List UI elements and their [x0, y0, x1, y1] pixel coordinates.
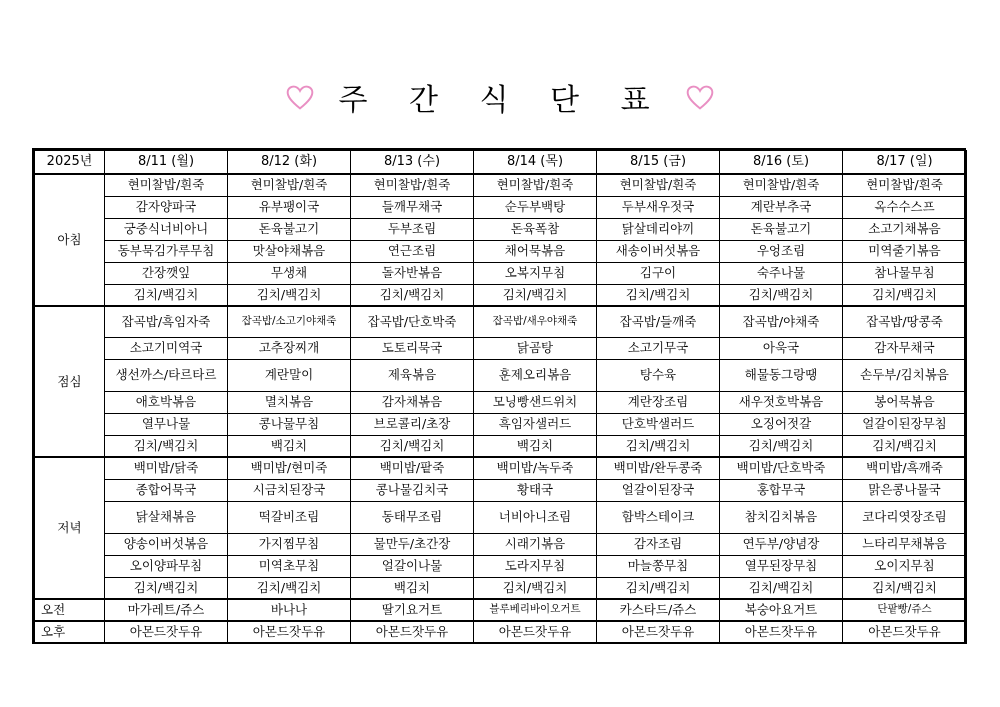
menu-item: 궁중식너비아니 [105, 218, 228, 240]
menu-item: 해물동그랑땡 [720, 359, 843, 391]
meal-label: 아침 [35, 174, 105, 306]
menu-item: 양송이버섯볶음 [105, 533, 228, 555]
menu-item: 시금치된장국 [228, 479, 351, 501]
menu-item: 김치/백김치 [105, 435, 228, 457]
weekly-menu-table [34, 150, 967, 644]
menu-row [35, 479, 967, 501]
menu-item: 백김치 [228, 435, 351, 457]
menu-item: 숙주나물 [720, 262, 843, 284]
menu-item: 연근조림 [351, 240, 474, 262]
menu-item: 생선까스/타르타르 [105, 359, 228, 391]
menu-item: 현미찰밥/흰죽 [351, 174, 474, 196]
menu-item: 김치/백김치 [597, 284, 720, 306]
menu-item: 제육볶음 [351, 359, 474, 391]
menu-item: 옥수수스프 [843, 196, 967, 218]
menu-row [35, 555, 967, 577]
menu-item: 김구이 [597, 262, 720, 284]
menu-item: 김치/백김치 [351, 435, 474, 457]
menu-item: 애호박볶음 [105, 391, 228, 413]
menu-row [35, 359, 967, 391]
menu-item: 간장깻잎 [105, 262, 228, 284]
menu-item: 현미찰밥/흰죽 [474, 174, 597, 196]
snack-item: 블루베리바이오거트 [474, 599, 597, 621]
menu-item: 김치/백김치 [597, 435, 720, 457]
menu-item: 참나물무침 [843, 262, 967, 284]
snack-label: 오후 [35, 621, 105, 643]
menu-item: 소고기채볶음 [843, 218, 967, 240]
menu-item: 들깨무채국 [351, 196, 474, 218]
menu-item: 도라지무침 [474, 555, 597, 577]
snack-item: 바나나 [228, 599, 351, 621]
menu-item: 백미밥/팥죽 [351, 457, 474, 479]
menu-item: 감자조림 [597, 533, 720, 555]
menu-item: 잡곡밥/들깨죽 [597, 306, 720, 337]
menu-item: 김치/백김치 [228, 284, 351, 306]
snack-item: 딸기요거트 [351, 599, 474, 621]
menu-item: 새우젓호박볶음 [720, 391, 843, 413]
menu-item: 김치/백김치 [843, 284, 967, 306]
menu-item: 떡갈비조림 [228, 501, 351, 533]
snack-label: 오전 [35, 599, 105, 621]
title-text [334, 75, 665, 119]
menu-item: 얼갈이된장국 [597, 479, 720, 501]
menu-item: 단호박샐러드 [597, 413, 720, 435]
menu-row [35, 262, 967, 284]
menu-row [35, 533, 967, 555]
menu-item: 김치/백김치 [597, 577, 720, 599]
snack-item: 아몬드잣두유 [474, 621, 597, 643]
menu-item: 브로콜리/초장 [351, 413, 474, 435]
menu-item: 종합어묵국 [105, 479, 228, 501]
day-header: 8/11 (월) [105, 151, 228, 175]
snack-item: 아몬드잣두유 [597, 621, 720, 643]
menu-item: 백미밥/현미죽 [228, 457, 351, 479]
menu-item: 계란부추국 [720, 196, 843, 218]
year-cell: 2025년 [35, 151, 105, 175]
menu-item: 백미밥/단호박죽 [720, 457, 843, 479]
menu-row [35, 240, 967, 262]
menu-item: 김치/백김치 [720, 435, 843, 457]
menu-item: 동태무조림 [351, 501, 474, 533]
header-row [35, 151, 967, 175]
menu-item: 참치김치볶음 [720, 501, 843, 533]
menu-item: 멸치볶음 [228, 391, 351, 413]
snack-item: 마가레트/쥬스 [105, 599, 228, 621]
menu-item: 돌자반볶음 [351, 262, 474, 284]
menu-item: 콩나물김치국 [351, 479, 474, 501]
menu-item: 김치/백김치 [351, 284, 474, 306]
snack-row [35, 599, 967, 621]
menu-item: 돈육폭참 [474, 218, 597, 240]
snack-item: 단팥빵/쥬스 [843, 599, 967, 621]
heart-icon [286, 83, 314, 111]
menu-item: 채어묵볶음 [474, 240, 597, 262]
menu-item: 김치/백김치 [474, 577, 597, 599]
menu-item: 닭곰탕 [474, 337, 597, 359]
menu-item: 아욱국 [720, 337, 843, 359]
menu-item: 미역줄기볶음 [843, 240, 967, 262]
menu-item: 유부팽이국 [228, 196, 351, 218]
menu-row [35, 413, 967, 435]
menu-item: 손두부/김치볶음 [843, 359, 967, 391]
menu-item: 오복지무침 [474, 262, 597, 284]
menu-item: 맑은콩나물국 [843, 479, 967, 501]
day-header: 8/12 (화) [228, 151, 351, 175]
menu-item: 백미밥/녹두죽 [474, 457, 597, 479]
menu-item: 코다리엿장조림 [843, 501, 967, 533]
menu-item: 김치/백김치 [228, 577, 351, 599]
menu-item: 감자채볶음 [351, 391, 474, 413]
menu-row [35, 306, 967, 337]
menu-item: 우엉조림 [720, 240, 843, 262]
menu-item: 김치/백김치 [105, 284, 228, 306]
menu-item: 황태국 [474, 479, 597, 501]
menu-item: 오이양파무침 [105, 555, 228, 577]
menu-item: 백김치 [351, 577, 474, 599]
day-header: 8/17 (일) [843, 151, 967, 175]
menu-item: 현미찰밥/흰죽 [597, 174, 720, 196]
menu-row [35, 435, 967, 457]
menu-item: 탕수육 [597, 359, 720, 391]
menu-item: 물만두/초간장 [351, 533, 474, 555]
meal-label: 점심 [35, 306, 105, 457]
menu-item: 잡곡밥/야채죽 [720, 306, 843, 337]
menu-row [35, 174, 967, 196]
menu-item: 가지찜무침 [228, 533, 351, 555]
menu-row [35, 391, 967, 413]
menu-item: 김치/백김치 [843, 435, 967, 457]
title-char: 단 [550, 83, 592, 118]
menu-item: 돈육불고기 [228, 218, 351, 240]
menu-item: 열무된장무침 [720, 555, 843, 577]
menu-item: 계란말이 [228, 359, 351, 391]
menu-item: 돈육불고기 [720, 218, 843, 240]
day-header: 8/16 (토) [720, 151, 843, 175]
menu-item: 미역초무침 [228, 555, 351, 577]
menu-item: 계란장조림 [597, 391, 720, 413]
page-title [0, 72, 1000, 122]
menu-row [35, 577, 967, 599]
meal-label: 저녁 [35, 457, 105, 599]
menu-item: 닭살채볶음 [105, 501, 228, 533]
menu-item: 훈제오리볶음 [474, 359, 597, 391]
snack-item: 아몬드잣두유 [105, 621, 228, 643]
menu-item: 백미밥/완두콩죽 [597, 457, 720, 479]
menu-item: 현미찰밥/흰죽 [105, 174, 228, 196]
menu-item: 얼갈이나물 [351, 555, 474, 577]
snack-item: 아몬드잣두유 [843, 621, 967, 643]
menu-item: 무생채 [228, 262, 351, 284]
menu-row [35, 284, 967, 306]
menu-item: 감자무채국 [843, 337, 967, 359]
title-char: 주 [338, 83, 380, 118]
menu-item: 너비아니조림 [474, 501, 597, 533]
title-char: 식 [479, 83, 521, 118]
menu-item: 현미찰밥/흰죽 [228, 174, 351, 196]
menu-row [35, 218, 967, 240]
menu-item: 소고기무국 [597, 337, 720, 359]
day-header: 8/13 (수) [351, 151, 474, 175]
snack-item: 아몬드잣두유 [351, 621, 474, 643]
title-char: 표 [620, 83, 662, 118]
menu-item: 김치/백김치 [720, 577, 843, 599]
menu-item: 김치/백김치 [720, 284, 843, 306]
snack-item: 카스타드/쥬스 [597, 599, 720, 621]
menu-item: 감자양파국 [105, 196, 228, 218]
menu-item: 현미찰밥/흰죽 [843, 174, 967, 196]
heart-icon [686, 83, 714, 111]
menu-item: 현미찰밥/흰죽 [720, 174, 843, 196]
snack-row [35, 621, 967, 643]
menu-item: 새송이버섯볶음 [597, 240, 720, 262]
menu-item: 흑임자샐러드 [474, 413, 597, 435]
menu-item: 오이지무침 [843, 555, 967, 577]
menu-item: 맛살야채볶음 [228, 240, 351, 262]
menu-item: 잡곡밥/소고기야채죽 [228, 306, 351, 337]
menu-item: 두부조림 [351, 218, 474, 240]
menu-item: 두부새우젓국 [597, 196, 720, 218]
menu-item: 연두부/양념장 [720, 533, 843, 555]
menu-item: 잡곡밥/새우야채죽 [474, 306, 597, 337]
menu-item: 동부묵김가루무침 [105, 240, 228, 262]
menu-row [35, 457, 967, 479]
menu-item: 백미밥/흑깨죽 [843, 457, 967, 479]
menu-item: 느타리무채볶음 [843, 533, 967, 555]
day-header: 8/14 (목) [474, 151, 597, 175]
day-header: 8/15 (금) [597, 151, 720, 175]
menu-item: 닭살데리야끼 [597, 218, 720, 240]
menu-item: 봉어묵볶음 [843, 391, 967, 413]
menu-item: 마늘쫑무침 [597, 555, 720, 577]
snack-item: 복숭아요거트 [720, 599, 843, 621]
menu-item: 홍합무국 [720, 479, 843, 501]
menu-item: 김치/백김치 [105, 577, 228, 599]
menu-item: 김치/백김치 [474, 284, 597, 306]
menu-item: 잡곡밥/단호박죽 [351, 306, 474, 337]
menu-item: 오징어젓갈 [720, 413, 843, 435]
menu-item: 모닝빵샌드위치 [474, 391, 597, 413]
menu-item: 소고기미역국 [105, 337, 228, 359]
menu-item: 순두부백탕 [474, 196, 597, 218]
menu-item: 도토리묵국 [351, 337, 474, 359]
menu-item: 콩나물무침 [228, 413, 351, 435]
snack-item: 아몬드잣두유 [228, 621, 351, 643]
menu-item: 고추장찌개 [228, 337, 351, 359]
menu-item: 함박스테이크 [597, 501, 720, 533]
menu-item: 열무나물 [105, 413, 228, 435]
menu-item: 얼갈이된장무침 [843, 413, 967, 435]
menu-item: 백미밥/닭죽 [105, 457, 228, 479]
menu-item: 김치/백김치 [843, 577, 967, 599]
menu-item: 잡곡밥/땅콩죽 [843, 306, 967, 337]
snack-item: 아몬드잣두유 [720, 621, 843, 643]
menu-row [35, 501, 967, 533]
menu-row [35, 196, 967, 218]
title-char: 간 [408, 83, 450, 118]
menu-item: 잡곡밥/흑임자죽 [105, 306, 228, 337]
menu-item: 시래기볶음 [474, 533, 597, 555]
menu-item: 백김치 [474, 435, 597, 457]
menu-row [35, 337, 967, 359]
